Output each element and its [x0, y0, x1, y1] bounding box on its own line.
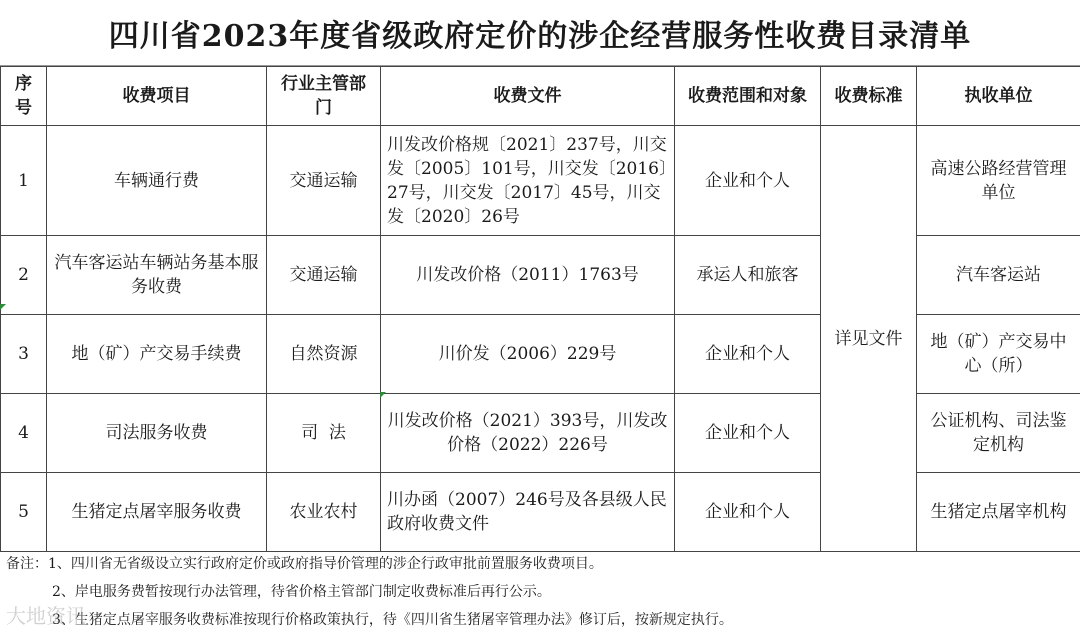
table-row	[1, 394, 1080, 473]
header-standard: 收费标准	[821, 67, 917, 126]
cell-comment-marker	[0, 304, 6, 310]
cell-seq: 4	[1, 394, 47, 473]
cell-item: 汽车客运站车辆站务基本服务收费	[47, 236, 267, 315]
cell-item: 生猪定点屠宰服务收费	[47, 473, 267, 552]
table-row	[1, 126, 1080, 236]
header-item: 收费项目	[47, 67, 267, 126]
cell-unit: 高速公路经营管理单位	[917, 126, 1080, 236]
cell-dept: 自然资源	[267, 315, 381, 394]
cell-scope: 承运人和旅客	[675, 236, 821, 315]
header-unit: 执收单位	[917, 67, 1080, 126]
cell-unit: 汽车客运站	[917, 236, 1080, 315]
cell-dept: 农业农村	[267, 473, 381, 552]
table-header-row	[1, 67, 1080, 126]
header-dept: 行业主管部门	[267, 67, 381, 126]
cell-doc: 川办函（2007）246号及各县级人民政府收费文件	[381, 473, 675, 552]
cell-scope: 企业和个人	[675, 126, 821, 236]
note-line-2: 2、岸电服务费暂按现行办法管理，待省价格主管部门制定收费标准后再行公示。	[52, 584, 551, 600]
cell-scope: 企业和个人	[675, 394, 821, 473]
cell-dept: 交通运输	[267, 126, 381, 236]
page-title: 四川省2023年度省级政府定价的涉企经营服务性收费目录清单	[0, 0, 1080, 66]
watermark-logo: 大地资讯	[6, 604, 86, 628]
cell-standard-merged: 详见文件	[821, 126, 917, 552]
header-seq: 序号	[1, 67, 47, 126]
cell-item: 车辆通行费	[47, 126, 267, 236]
cell-dept: 司 法	[267, 394, 381, 473]
cell-seq: 2	[1, 236, 47, 315]
cell-scope: 企业和个人	[675, 315, 821, 394]
table-row	[1, 315, 1080, 394]
cell-seq: 1	[1, 126, 47, 236]
header-doc: 收费文件	[381, 67, 675, 126]
cell-doc: 川发改价格（2011）1763号	[381, 236, 675, 315]
cell-doc: 川发改价格（2021）393号，川发改价格（2022）226号	[381, 394, 675, 473]
cell-seq: 5	[1, 473, 47, 552]
header-scope: 收费范围和对象	[675, 67, 821, 126]
cell-unit: 生猪定点屠宰机构	[917, 473, 1080, 552]
cell-seq: 3	[1, 315, 47, 394]
note-line-1: 备注：1、四川省无省级设立实行政府定价或政府指导价管理的涉企行政审批前置服务收费项目。	[6, 556, 603, 572]
cell-unit: 公证机构、司法鉴定机构	[917, 394, 1080, 473]
note-line-3: 3、生猪定点屠宰服务收费标准按现行价格政策执行，待《四川省生猪屠宰管理办法》修订后，按新规定执行。	[52, 612, 733, 628]
cell-unit: 地（矿）产交易中心（所）	[917, 315, 1080, 394]
cell-comment-marker	[380, 392, 386, 398]
notes-section	[0, 550, 1080, 634]
cell-doc: 川发改价格规〔2021〕237号，川交发〔2005〕101号，川交发〔2016〕27号，川交发〔2017〕45号，川交发〔2020〕26号	[381, 126, 675, 236]
table-row	[1, 473, 1080, 552]
fee-table	[0, 66, 1080, 552]
cell-scope: 企业和个人	[675, 473, 821, 552]
cell-item: 司法服务收费	[47, 394, 267, 473]
cell-doc: 川价发（2006）229号	[381, 315, 675, 394]
cell-dept: 交通运输	[267, 236, 381, 315]
table-row	[1, 236, 1080, 315]
cell-item: 地（矿）产交易手续费	[47, 315, 267, 394]
